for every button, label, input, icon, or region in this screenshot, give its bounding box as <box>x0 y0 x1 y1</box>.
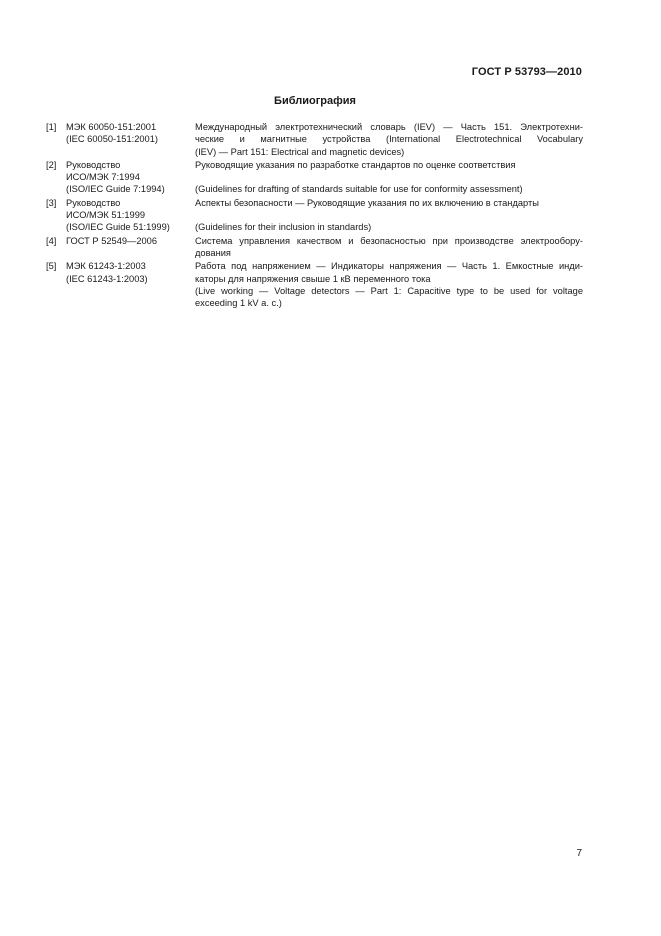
entry-reference <box>66 260 195 309</box>
reference-line: МЭК 60050-151:2001 <box>66 122 157 132</box>
description-line: (Live working — Voltage detectors — Part 1: Capacitive type to be used for voltage <box>195 285 583 296</box>
description-line: Аспекты безопасности — Руководящие указания по их включению в стандарты <box>195 197 539 208</box>
description-line: Работа под напряжением — Индикаторы напряжения — Часть 1. Емкостные инди- <box>195 261 583 272</box>
bibliography-entry <box>46 197 583 234</box>
description-line: Система управления качеством и безопасностью при производстве электрообору- <box>195 235 583 246</box>
bibliography-entry <box>46 235 583 260</box>
description-line: дования <box>195 247 231 258</box>
entry-number: [3] <box>46 197 57 208</box>
entry-reference <box>66 159 195 196</box>
description-line: (IEV) — Part 151: Electrical and magnetic devices) <box>195 146 405 157</box>
entry-reference <box>66 235 195 260</box>
description-line: (Guidelines for drafting of standards suitable for use for conformity assessment) <box>195 184 523 195</box>
description-line: ческие и магнитные устройства (International Electrotechnical Vocabulary <box>195 134 583 145</box>
entry-description <box>195 235 583 260</box>
entry-number: [1] <box>46 122 57 132</box>
description-line: Руководящие указания по разработке стандартов по оценке соответствия <box>195 159 516 170</box>
reference-line: (ISO/IEC Guide 51:1999) <box>66 222 170 233</box>
entry-description <box>195 159 583 196</box>
bibliography-entry <box>46 159 583 196</box>
bibliography-entry <box>46 260 583 309</box>
description-line: Международный электротехнический словарь (IEV) — Часть 151. Электротехни- <box>195 122 583 132</box>
description-spacer <box>195 209 583 221</box>
reference-line: ГОСТ Р 52549—2006 <box>66 235 158 246</box>
document-code-header: ГОСТ Р 53793—2010 <box>471 66 582 78</box>
description-line: каторы для напряжения свыше 1 кВ переменного тока <box>195 273 431 284</box>
entry-reference <box>66 121 195 158</box>
entry-number: [4] <box>46 235 57 246</box>
entry-description <box>195 260 583 309</box>
description-spacer <box>195 171 583 183</box>
reference-line: ИСО/МЭК 7:1994 <box>66 172 140 183</box>
page-number: 7 <box>576 848 582 859</box>
reference-line: (ISO/IEC Guide 7:1994) <box>66 184 165 195</box>
entry-description <box>195 121 583 158</box>
entry-description <box>195 197 583 234</box>
entry-reference <box>66 197 195 234</box>
bibliography-entry <box>46 121 583 158</box>
description-line: (Guidelines for their inclusion in standards) <box>195 222 372 233</box>
entry-number: [5] <box>46 261 57 272</box>
reference-line: Руководство <box>66 159 121 170</box>
bibliography-heading: Библиография <box>274 95 356 107</box>
bibliography-list <box>46 121 583 310</box>
reference-line: МЭК 61243-1:2003 <box>66 261 146 272</box>
reference-line: (IEC 60050-151:2001) <box>66 134 158 145</box>
reference-line: (IEC 61243-1:2003) <box>66 273 148 284</box>
reference-line: Руководство <box>66 197 121 208</box>
reference-line: ИСО/МЭК 51:1999 <box>66 210 146 221</box>
entry-number: [2] <box>46 159 57 170</box>
description-line: exceeding 1 kV a. c.) <box>195 298 282 309</box>
